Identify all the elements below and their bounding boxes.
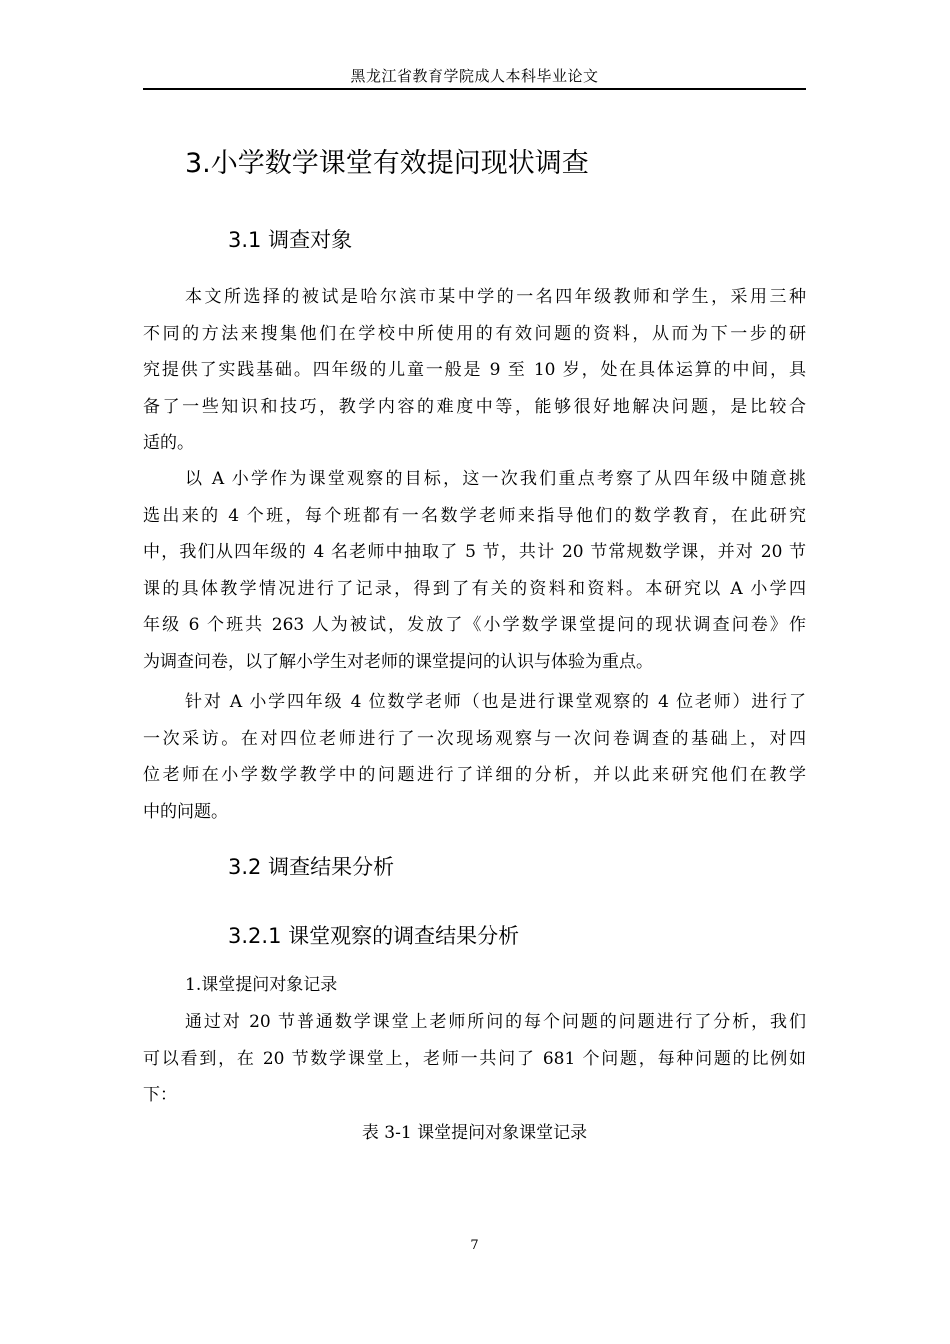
text-line: 中，我们从四年级的 4 名老师中抽取了 5 节，共计 20 节常规数学课，并对 20 节 — [143, 542, 806, 562]
text-line: 适的。 — [143, 433, 194, 453]
text-line: 中的问题。 — [143, 801, 228, 822]
text-line: 1.课堂提问对象记录 — [185, 975, 338, 995]
page-header: 黑龙江省教育学院成人本科毕业论文 — [350, 67, 599, 85]
text-line: 以 A 小学作为课堂观察的目标，这一次我们重点考察了从四年级中随意挑 — [185, 469, 806, 489]
paragraph-observation — [143, 461, 806, 680]
item-1-heading — [143, 967, 806, 1004]
text-line: 备了一些知识和技巧，教学内容的难度中等，能够很好地解决问题，是比较合 — [143, 396, 806, 417]
header-rule — [143, 88, 806, 90]
text-line: 通过对 20 节普通数学课堂上老师所问的每个问题的问题进行了分析，我们 — [185, 1012, 806, 1032]
text-line: 不同的方法来搜集他们在学校中所使用的有效问题的资料，从而为下一步的研 — [143, 323, 806, 344]
table-caption: 表 3-1 课堂提问对象课堂记录 — [361, 1123, 588, 1143]
text-line: 下： — [143, 1085, 177, 1105]
text-line: 为调查问卷，以了解小学生对老师的课堂提问的认识与体验为重点。 — [143, 651, 653, 672]
paragraph-interview — [143, 684, 806, 830]
text-line: 一次采访。在对四位老师进行了一次现场观察与一次问卷调查的基础上，对四 — [143, 728, 806, 749]
section-3-2-title: 3.2 调查结果分析 — [228, 855, 395, 879]
text-line: 选出来的 4 个班，每个班都有一名数学老师来指导他们的数学教育，在此研究 — [143, 505, 806, 526]
text-line: 位老师在小学数学教学中的问题进行了详细的分析，并以此来研究他们在教学 — [143, 765, 806, 785]
text-line: 针对 A 小学四年级 4 位数学老师（也是进行课堂观察的 4 位老师）进行了 — [185, 692, 806, 712]
section-3-2-1-title: 3.2.1 课堂观察的调查结果分析 — [228, 924, 520, 948]
text-line: 可以看到，在 20 节数学课堂上，老师一共问了 681 个问题，每种问题的比例如 — [143, 1048, 806, 1069]
text-line: 究提供了实践基础。四年级的儿童一般是 9 至 10 岁，处在具体运算的中间，具 — [143, 360, 806, 380]
section-3-title: 3.小学数学课堂有效提问现状调查 — [185, 148, 589, 179]
text-line: 课的具体教学情况进行了记录，得到了有关的资料和资料。本研究以 A 小学四 — [143, 578, 806, 599]
paragraph-subjects — [143, 279, 806, 462]
section-3-1-title: 3.1 调查对象 — [228, 228, 353, 252]
text-line: 年级 6 个班共 263 人为被试，发放了《小学数学课堂提问的现状调查问卷》作 — [143, 615, 806, 635]
text-line: 本文所选择的被试是哈尔滨市某中学的一名四年级教师和学生，采用三种 — [185, 287, 806, 307]
page-number: 7 — [470, 1238, 479, 1253]
paragraph-analysis — [143, 1004, 806, 1114]
